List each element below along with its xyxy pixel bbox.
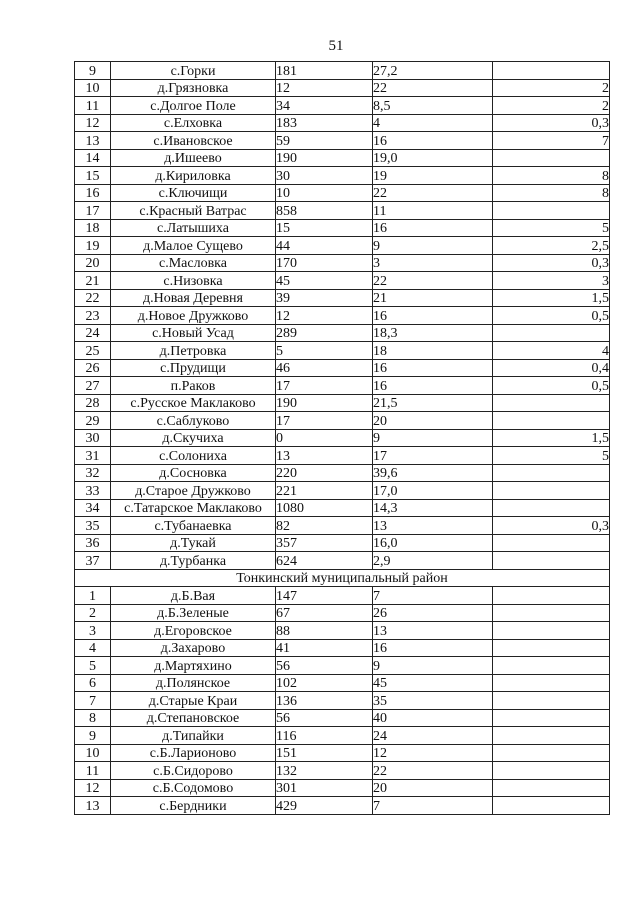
distance-value: 20 <box>373 412 493 430</box>
extra-value <box>493 62 610 80</box>
distance-value: 19,0 <box>373 149 493 167</box>
population-value: 17 <box>276 412 373 430</box>
row-number: 35 <box>75 517 111 535</box>
population-value: 220 <box>276 464 373 482</box>
extra-value: 2 <box>493 79 610 97</box>
row-number: 16 <box>75 184 111 202</box>
row-number: 20 <box>75 254 111 272</box>
table-row <box>75 552 610 570</box>
table-row <box>75 307 610 325</box>
distance-value: 40 <box>373 709 493 727</box>
row-number: 13 <box>75 797 111 815</box>
row-number: 8 <box>75 709 111 727</box>
settlement-name: с.Б.Ларионово <box>111 744 276 762</box>
row-number: 24 <box>75 324 111 342</box>
distance-value: 18,3 <box>373 324 493 342</box>
settlement-name: с.Низовка <box>111 272 276 290</box>
row-number: 12 <box>75 114 111 132</box>
population-value: 858 <box>276 202 373 220</box>
population-value: 12 <box>276 307 373 325</box>
settlement-name: д.Б.Вая <box>111 587 276 605</box>
extra-value <box>493 324 610 342</box>
settlement-name: д.Б.Зеленые <box>111 604 276 622</box>
settlement-name: д.Петровка <box>111 342 276 360</box>
distance-value: 7 <box>373 797 493 815</box>
settlement-name: д.Степановское <box>111 709 276 727</box>
distance-value: 22 <box>373 762 493 780</box>
population-value: 45 <box>276 272 373 290</box>
distance-value: 16 <box>373 132 493 150</box>
table-row <box>75 132 610 150</box>
settlement-name: д.Егоровское <box>111 622 276 640</box>
extra-value <box>493 604 610 622</box>
distance-value: 21 <box>373 289 493 307</box>
population-value: 67 <box>276 604 373 622</box>
distance-value: 22 <box>373 79 493 97</box>
extra-value: 8 <box>493 167 610 185</box>
settlement-name: д.Новая Деревня <box>111 289 276 307</box>
distance-value: 9 <box>373 429 493 447</box>
population-value: 82 <box>276 517 373 535</box>
table-row <box>75 534 610 552</box>
distance-value: 9 <box>373 657 493 675</box>
extra-value <box>493 709 610 727</box>
distance-value: 16 <box>373 359 493 377</box>
section-header <box>75 569 610 587</box>
row-number: 23 <box>75 307 111 325</box>
row-number: 25 <box>75 342 111 360</box>
extra-value: 1,5 <box>493 429 610 447</box>
row-number: 18 <box>75 219 111 237</box>
population-value: 17 <box>276 377 373 395</box>
extra-value <box>493 499 610 517</box>
table-row <box>75 744 610 762</box>
population-value: 41 <box>276 639 373 657</box>
population-value: 147 <box>276 587 373 605</box>
section-title: Тонкинский муниципальный район <box>75 569 610 587</box>
distance-value: 16 <box>373 639 493 657</box>
settlement-name: с.Солониха <box>111 447 276 465</box>
row-number: 9 <box>75 727 111 745</box>
population-value: 301 <box>276 779 373 797</box>
settlement-name: д.Малое Сущево <box>111 237 276 255</box>
table-row <box>75 674 610 692</box>
extra-value <box>493 692 610 710</box>
table-row <box>75 97 610 115</box>
extra-value: 5 <box>493 219 610 237</box>
extra-value: 5 <box>493 447 610 465</box>
row-number: 22 <box>75 289 111 307</box>
settlement-name: с.Красный Ватрас <box>111 202 276 220</box>
table-row <box>75 272 610 290</box>
distance-value: 24 <box>373 727 493 745</box>
population-value: 12 <box>276 79 373 97</box>
settlement-name: с.Ивановское <box>111 132 276 150</box>
settlement-name: д.Тукай <box>111 534 276 552</box>
settlement-name: с.Саблуково <box>111 412 276 430</box>
extra-value: 7 <box>493 132 610 150</box>
population-value: 624 <box>276 552 373 570</box>
extra-value: 1,5 <box>493 289 610 307</box>
settlement-name: д.Старое Дружково <box>111 482 276 500</box>
row-number: 33 <box>75 482 111 500</box>
table-row <box>75 219 610 237</box>
settlement-name: с.Масловка <box>111 254 276 272</box>
distance-value: 17,0 <box>373 482 493 500</box>
row-number: 36 <box>75 534 111 552</box>
table-row <box>75 657 610 675</box>
table-row <box>75 149 610 167</box>
row-number: 27 <box>75 377 111 395</box>
population-value: 56 <box>276 657 373 675</box>
distance-value: 21,5 <box>373 394 493 412</box>
distance-value: 39,6 <box>373 464 493 482</box>
row-number: 11 <box>75 762 111 780</box>
row-number: 21 <box>75 272 111 290</box>
distance-value: 18 <box>373 342 493 360</box>
row-number: 37 <box>75 552 111 570</box>
table-row <box>75 359 610 377</box>
table-row <box>75 709 610 727</box>
table-row <box>75 639 610 657</box>
table-row <box>75 482 610 500</box>
table-row <box>75 202 610 220</box>
distance-value: 45 <box>373 674 493 692</box>
distance-value: 13 <box>373 622 493 640</box>
distance-value: 35 <box>373 692 493 710</box>
row-number: 11 <box>75 97 111 115</box>
table-row <box>75 447 610 465</box>
extra-value <box>493 674 610 692</box>
extra-value: 0,5 <box>493 377 610 395</box>
distance-value: 22 <box>373 272 493 290</box>
population-value: 190 <box>276 149 373 167</box>
settlement-name: д.Грязновка <box>111 79 276 97</box>
settlement-name: с.Б.Сидорово <box>111 762 276 780</box>
table-row <box>75 412 610 430</box>
row-number: 30 <box>75 429 111 447</box>
distance-value: 13 <box>373 517 493 535</box>
extra-value: 0,4 <box>493 359 610 377</box>
row-number: 1 <box>75 587 111 605</box>
settlement-name: с.Латышиха <box>111 219 276 237</box>
row-number: 13 <box>75 132 111 150</box>
table-row <box>75 114 610 132</box>
settlement-name: д.Полянское <box>111 674 276 692</box>
extra-value: 0,3 <box>493 254 610 272</box>
distance-value: 7 <box>373 587 493 605</box>
table-row <box>75 779 610 797</box>
population-value: 46 <box>276 359 373 377</box>
table-row <box>75 289 610 307</box>
population-value: 5 <box>276 342 373 360</box>
distance-value: 22 <box>373 184 493 202</box>
table-row <box>75 342 610 360</box>
table-row <box>75 254 610 272</box>
extra-value: 0,3 <box>493 517 610 535</box>
population-value: 13 <box>276 447 373 465</box>
distance-value: 14,3 <box>373 499 493 517</box>
table-row <box>75 394 610 412</box>
row-number: 29 <box>75 412 111 430</box>
table-row <box>75 692 610 710</box>
extra-value: 0,3 <box>493 114 610 132</box>
table-body-bottom <box>75 587 610 815</box>
settlements-table <box>74 61 610 815</box>
settlement-name: д.Захарово <box>111 639 276 657</box>
distance-value: 3 <box>373 254 493 272</box>
extra-value <box>493 464 610 482</box>
table-row <box>75 237 610 255</box>
population-value: 10 <box>276 184 373 202</box>
row-number: 17 <box>75 202 111 220</box>
distance-value: 9 <box>373 237 493 255</box>
settlement-name: с.Б.Содомово <box>111 779 276 797</box>
table-row <box>75 62 610 80</box>
table-row <box>75 604 610 622</box>
distance-value: 16 <box>373 377 493 395</box>
settlement-name: д.Сосновка <box>111 464 276 482</box>
settlement-name: д.Кириловка <box>111 167 276 185</box>
row-number: 26 <box>75 359 111 377</box>
population-value: 132 <box>276 762 373 780</box>
extra-value <box>493 149 610 167</box>
extra-value: 8 <box>493 184 610 202</box>
settlement-name: с.Бердники <box>111 797 276 815</box>
extra-value <box>493 657 610 675</box>
row-number: 10 <box>75 79 111 97</box>
population-value: 56 <box>276 709 373 727</box>
distance-value: 2,9 <box>373 552 493 570</box>
distance-value: 26 <box>373 604 493 622</box>
settlement-name: с.Прудищи <box>111 359 276 377</box>
table-row <box>75 762 610 780</box>
table-row <box>75 184 610 202</box>
settlement-name: с.Ключищи <box>111 184 276 202</box>
row-number: 31 <box>75 447 111 465</box>
population-value: 170 <box>276 254 373 272</box>
population-value: 357 <box>276 534 373 552</box>
table-row <box>75 517 610 535</box>
population-value: 30 <box>276 167 373 185</box>
row-number: 9 <box>75 62 111 80</box>
settlement-name: д.Мартяхино <box>111 657 276 675</box>
extra-value <box>493 762 610 780</box>
row-number: 34 <box>75 499 111 517</box>
table-row <box>75 167 610 185</box>
population-value: 190 <box>276 394 373 412</box>
extra-value: 0,5 <box>493 307 610 325</box>
section-row <box>75 569 610 587</box>
extra-value <box>493 587 610 605</box>
population-value: 221 <box>276 482 373 500</box>
population-value: 136 <box>276 692 373 710</box>
table-row <box>75 324 610 342</box>
settlement-name: д.Ишеево <box>111 149 276 167</box>
settlement-name: п.Раков <box>111 377 276 395</box>
extra-value <box>493 202 610 220</box>
population-value: 102 <box>276 674 373 692</box>
population-value: 59 <box>276 132 373 150</box>
distance-value: 17 <box>373 447 493 465</box>
population-value: 39 <box>276 289 373 307</box>
settlement-name: д.Турбанка <box>111 552 276 570</box>
settlement-name: д.Старые Краи <box>111 692 276 710</box>
settlement-name: с.Русское Маклаково <box>111 394 276 412</box>
row-number: 10 <box>75 744 111 762</box>
settlement-name: с.Тубанаевка <box>111 517 276 535</box>
row-number: 15 <box>75 167 111 185</box>
table-row <box>75 797 610 815</box>
distance-value: 16 <box>373 307 493 325</box>
row-number: 3 <box>75 622 111 640</box>
distance-value: 27,2 <box>373 62 493 80</box>
row-number: 12 <box>75 779 111 797</box>
population-value: 183 <box>276 114 373 132</box>
distance-value: 12 <box>373 744 493 762</box>
distance-value: 4 <box>373 114 493 132</box>
settlement-name: д.Скучиха <box>111 429 276 447</box>
table-row <box>75 464 610 482</box>
row-number: 14 <box>75 149 111 167</box>
extra-value <box>493 779 610 797</box>
row-number: 7 <box>75 692 111 710</box>
distance-value: 16,0 <box>373 534 493 552</box>
extra-value: 2,5 <box>493 237 610 255</box>
table-row <box>75 79 610 97</box>
row-number: 32 <box>75 464 111 482</box>
extra-value <box>493 394 610 412</box>
table-row <box>75 622 610 640</box>
settlement-name: д.Типайки <box>111 727 276 745</box>
table-row <box>75 377 610 395</box>
population-value: 181 <box>276 62 373 80</box>
extra-value: 4 <box>493 342 610 360</box>
row-number: 5 <box>75 657 111 675</box>
extra-value <box>493 412 610 430</box>
row-number: 4 <box>75 639 111 657</box>
population-value: 116 <box>276 727 373 745</box>
distance-value: 16 <box>373 219 493 237</box>
population-value: 44 <box>276 237 373 255</box>
population-value: 1080 <box>276 499 373 517</box>
extra-value <box>493 797 610 815</box>
extra-value <box>493 482 610 500</box>
table-row <box>75 727 610 745</box>
table-row <box>75 499 610 517</box>
population-value: 88 <box>276 622 373 640</box>
extra-value <box>493 534 610 552</box>
row-number: 2 <box>75 604 111 622</box>
extra-value: 3 <box>493 272 610 290</box>
population-value: 429 <box>276 797 373 815</box>
row-number: 19 <box>75 237 111 255</box>
population-value: 289 <box>276 324 373 342</box>
population-value: 151 <box>276 744 373 762</box>
table-body-top <box>75 62 610 570</box>
extra-value <box>493 552 610 570</box>
settlement-name: с.Татарское Маклаково <box>111 499 276 517</box>
population-value: 15 <box>276 219 373 237</box>
distance-value: 8,5 <box>373 97 493 115</box>
distance-value: 19 <box>373 167 493 185</box>
settlement-name: с.Елховка <box>111 114 276 132</box>
population-value: 34 <box>276 97 373 115</box>
settlement-name: с.Долгое Поле <box>111 97 276 115</box>
extra-value <box>493 639 610 657</box>
extra-value <box>493 727 610 745</box>
table-row <box>75 587 610 605</box>
settlement-name: с.Новый Усад <box>111 324 276 342</box>
extra-value <box>493 622 610 640</box>
extra-value: 2 <box>493 97 610 115</box>
extra-value <box>493 744 610 762</box>
table-row <box>75 429 610 447</box>
distance-value: 20 <box>373 779 493 797</box>
settlement-name: с.Горки <box>111 62 276 80</box>
settlement-name: д.Новое Дружково <box>111 307 276 325</box>
row-number: 6 <box>75 674 111 692</box>
distance-value: 11 <box>373 202 493 220</box>
row-number: 28 <box>75 394 111 412</box>
page-number: 51 <box>328 38 344 54</box>
population-value: 0 <box>276 429 373 447</box>
